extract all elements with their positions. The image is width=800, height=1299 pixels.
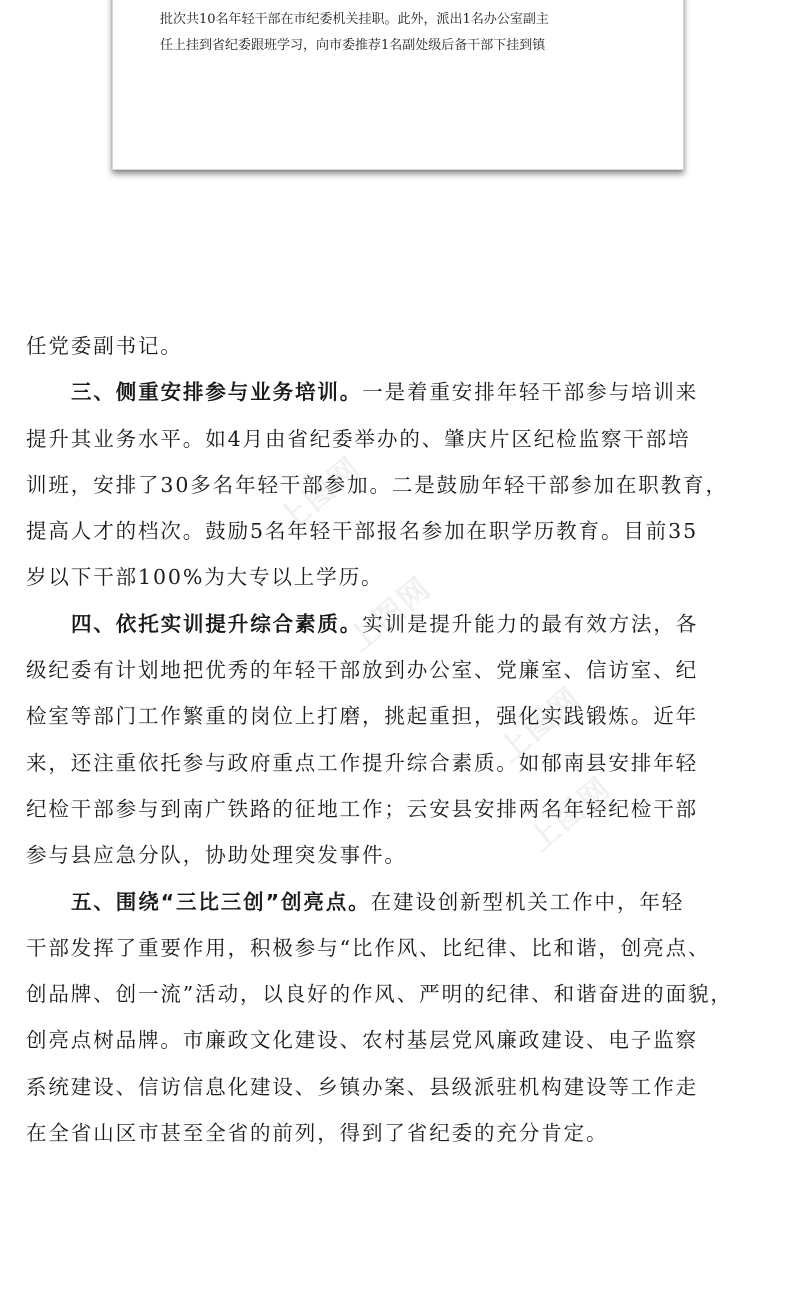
body-line: 岁以下干部100%为大专以上学历。	[26, 565, 384, 590]
watermark: 上图网	[522, 770, 619, 859]
body-line: 任党委副书记。	[26, 334, 183, 358]
body-text: 一是着重安排年轻干部参与培训来	[362, 380, 699, 405]
body-line: 干部发挥了重要作用，积极参与“比作风、比纪律、比和谐，创亮点、	[26, 935, 711, 960]
body-line: 在全省山区市甚至全省的前列，得到了省纪委的充分肯定。	[26, 1121, 609, 1146]
preview-text-block	[160, 7, 640, 59]
paragraph-5-first-line	[26, 879, 786, 925]
watermark: 上图网	[492, 680, 589, 769]
body-line: 检室等部门工作繁重的岗位上打磨，挑起重担，强化实践锻炼。近年	[26, 704, 698, 729]
body-line: 提升其业务水平。如4月由省纪委举办的、肇庆片区纪检监察干部培	[26, 426, 691, 451]
body-line: 创亮点树品牌。市廉政文化建设、农村基层党风廉政建设、电子监察	[26, 1028, 698, 1053]
body-line: 提高人才的档次。鼓励5名年轻干部报名参加在职学历教育。目前35	[26, 519, 699, 544]
section-heading-3: 三、侧重安排参与业务培训。	[71, 380, 363, 405]
body-line: 创品牌、创一流”活动，以良好的作风、严明的纪律、和谐奋进的面貌，	[26, 982, 733, 1007]
document-preview-card	[112, 0, 684, 170]
body-line: 来，还注重依托参与政府重点工作提升综合素质。如郁南县安排年轻	[26, 750, 698, 775]
body-text: 实训是提升能力的最有效方法，各	[362, 611, 699, 636]
preview-line-1: 批次共10名年轻干部在市纪委机关挂职。此外，派出1名办公室副主	[160, 12, 549, 27]
watermark: 上图网	[272, 450, 369, 539]
paragraph-3-first-line	[26, 369, 786, 415]
paragraph-4-first-line	[26, 601, 786, 647]
body-line: 系统建设、信访信息化建设、乡镇办案、县级派驻机构建设等工作走	[26, 1074, 698, 1099]
body-line: 级纪委有计划地把优秀的年轻干部放到办公室、党廉室、信访室、纪	[26, 658, 698, 683]
body-text: 在建设创新型机关工作中，年轻	[370, 889, 685, 914]
watermark: 上图网	[342, 570, 439, 659]
body-line: 训班，安排了30多名年轻干部参加。二是鼓励年轻干部参加在职教育，	[26, 472, 728, 497]
body-line: 纪检干部参与到南广铁路的征地工作；云安县安排两名年轻纪检干部	[26, 796, 698, 821]
body-line: 参与县应急分队，协助处理突发事件。	[26, 843, 407, 868]
section-heading-4: 四、依托实训提升综合素质。	[71, 611, 363, 636]
preview-line-2: 任上挂到省纪委跟班学习，向市委推荐1名副处级后备干部下挂到镇	[160, 38, 546, 53]
document-body	[26, 323, 786, 1156]
section-heading-5: 五、围绕“三比三创”创亮点。	[71, 889, 371, 914]
